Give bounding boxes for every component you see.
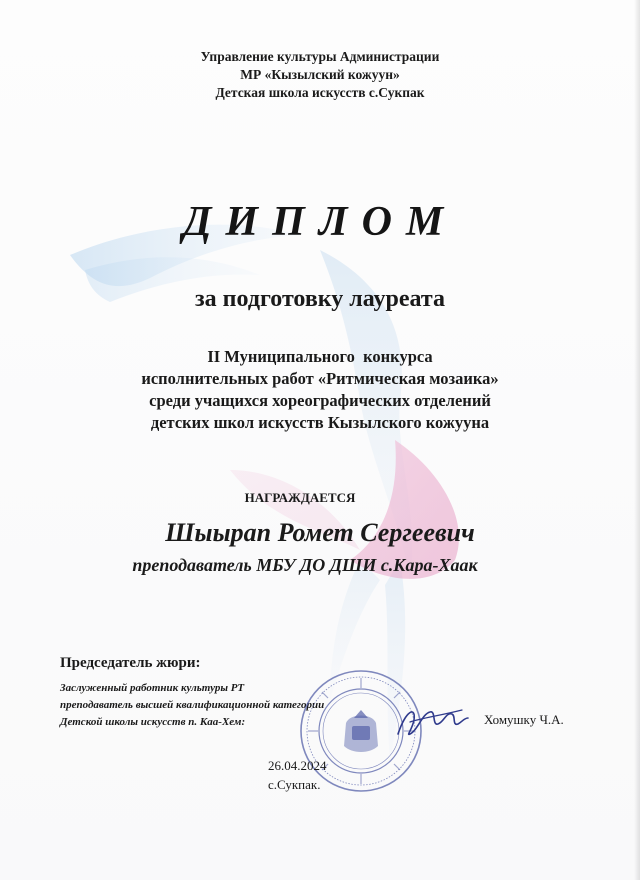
diploma-title: ДИПЛОМ: [182, 199, 458, 245]
page-edge-shadow: [634, 0, 640, 880]
issue-date-place: [268, 756, 327, 794]
contest-line-3: среди учащихся хореографических отделений: [149, 391, 491, 410]
issuer-line-3: Детская школа искусств с.Сукпак: [215, 85, 425, 100]
issuer-line-2: МР «Кызылский кожуун»: [240, 67, 400, 82]
contest-line-2: исполнительных работ «Ритмическая мозаика»: [141, 369, 499, 388]
issue-place: с.Сукпак.: [268, 777, 321, 792]
jury-chair-name: Хомушку Ч.А.: [484, 712, 564, 727]
recipient-name: Шыырап Ромет Сергеевич: [165, 518, 475, 547]
awarded-label: НАГРАЖДАЕТСЯ: [244, 490, 356, 505]
recipient-position: преподаватель МБУ ДО ДШИ с.Кара-Хаак: [132, 555, 478, 575]
issuer-header: [0, 48, 640, 102]
jury-line-2: преподаватель высшей квалификационной категории: [60, 699, 325, 711]
issue-date: 26.04.2024: [268, 758, 327, 773]
jury-line-3: Детской школы искусств п. Каа-Хем:: [60, 716, 246, 728]
signature-mark: [392, 700, 472, 742]
diploma-subtitle: за подготовку лауреата: [195, 286, 445, 312]
issuer-line-1: Управление культуры Администрации: [200, 49, 440, 64]
jury-line-1: Заслуженный работник культуры РТ: [60, 682, 245, 694]
jury-chair-credentials: [60, 680, 324, 731]
jury-chair-title: Председатель жюри:: [60, 655, 201, 671]
contest-line-4: детских школ искусств Кызылского кожууна: [150, 413, 490, 432]
contest-description: [0, 346, 640, 434]
contest-line-1: II Муниципального конкурса: [207, 347, 433, 366]
